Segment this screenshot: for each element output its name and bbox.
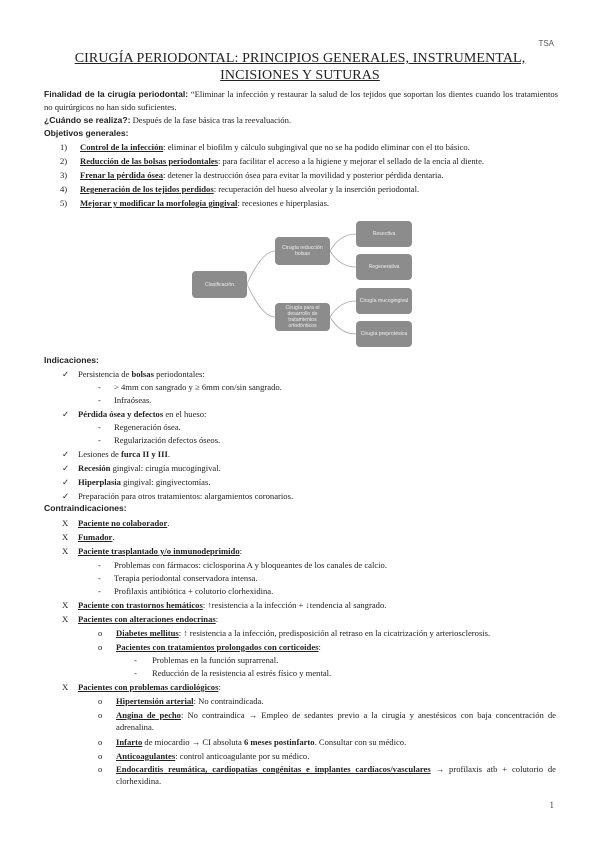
connector-line	[330, 317, 356, 334]
diagram-root-box: Clasificación	[192, 271, 247, 298]
diagram-branch-box: Cirugía reducción bolsas	[275, 237, 330, 265]
check-icon: ✓	[62, 449, 70, 459]
diagram-leaf-box: Cirugía mucogingival	[356, 288, 412, 314]
connector-line	[247, 284, 275, 317]
connector-line	[330, 301, 356, 317]
finalidad-label: Finalidad de la cirugía periodontal:	[44, 89, 189, 99]
connector-line	[330, 234, 356, 251]
cuando-label: ¿Cuándo se realiza?:	[44, 115, 131, 125]
finalidad-paragraph	[44, 88, 558, 113]
cross-icon: X	[62, 546, 69, 556]
diagram-leaf-box: Resectiva	[356, 221, 412, 247]
check-icon: ✓	[62, 369, 70, 379]
cuando-text: Después de la fase básica tras la reevaluación.	[130, 115, 292, 125]
check-icon: ✓	[62, 409, 70, 419]
cross-icon: X	[62, 614, 69, 624]
connector-line	[330, 251, 356, 267]
page-number: 1	[549, 800, 554, 810]
header-tag: TSA	[538, 39, 554, 48]
classification-diagram	[190, 219, 420, 351]
check-icon: ✓	[62, 491, 70, 501]
cross-icon: X	[62, 518, 69, 528]
objetivo-item: 1) Control de la infección: eliminar el biofilm y cálculo subgingival que no se ha podido eliminar con el tto básico.	[60, 142, 470, 152]
diagram-leaf-box: Regenerativa	[356, 254, 412, 280]
objetivo-item: 2) Reducción de las bolsas periodontales: para facilitar el acceso a la higiene y mejorar el sellado de la encía al diente.	[60, 156, 485, 166]
objetivo-item: 4) Regeneración de los tejidos perdidos: recuperación del hueso alveolar y la inserción periodontal.	[60, 184, 420, 194]
diagram-branch-box: Cirugía para el desarrollo de tratamientos ortodónticos	[275, 303, 330, 331]
cross-icon: X	[62, 682, 69, 692]
objetivo-item: 5) Mejorar y modificar la morfología gingival: recesiones e hiperplasias.	[60, 198, 330, 208]
finalidad-text: “Eliminar la infección y restaurar la salud de los tejidos que soportan los dientes cuando los tratamientos no quirúrgicos no han sido suficientes.	[44, 89, 558, 112]
diagram-leaf-box: Cirugía preprotésica	[356, 321, 412, 347]
objetivos-heading: Objetivos generales:	[44, 128, 129, 138]
check-icon: ✓	[62, 463, 70, 473]
cross-icon: X	[62, 600, 69, 610]
connector-line	[247, 251, 275, 284]
objetivo-item: 3) Frenar la pérdida ósea: detener la destrucción ósea para evitar la movilidad y posterior pérdida dentaria.	[60, 170, 444, 180]
cross-icon: X	[62, 532, 69, 542]
contraindicaciones-heading: Contraindicaciones:	[44, 503, 127, 513]
indicaciones-heading: Indicaciones:	[44, 355, 99, 365]
cuando-paragraph	[44, 114, 558, 127]
check-icon: ✓	[62, 477, 70, 487]
page-title: CIRUGÍA PERIODONTAL: PRINCIPIOS GENERALES, INSTRUMENTAL, INCISIONES Y SUTURAS	[74, 51, 526, 83]
